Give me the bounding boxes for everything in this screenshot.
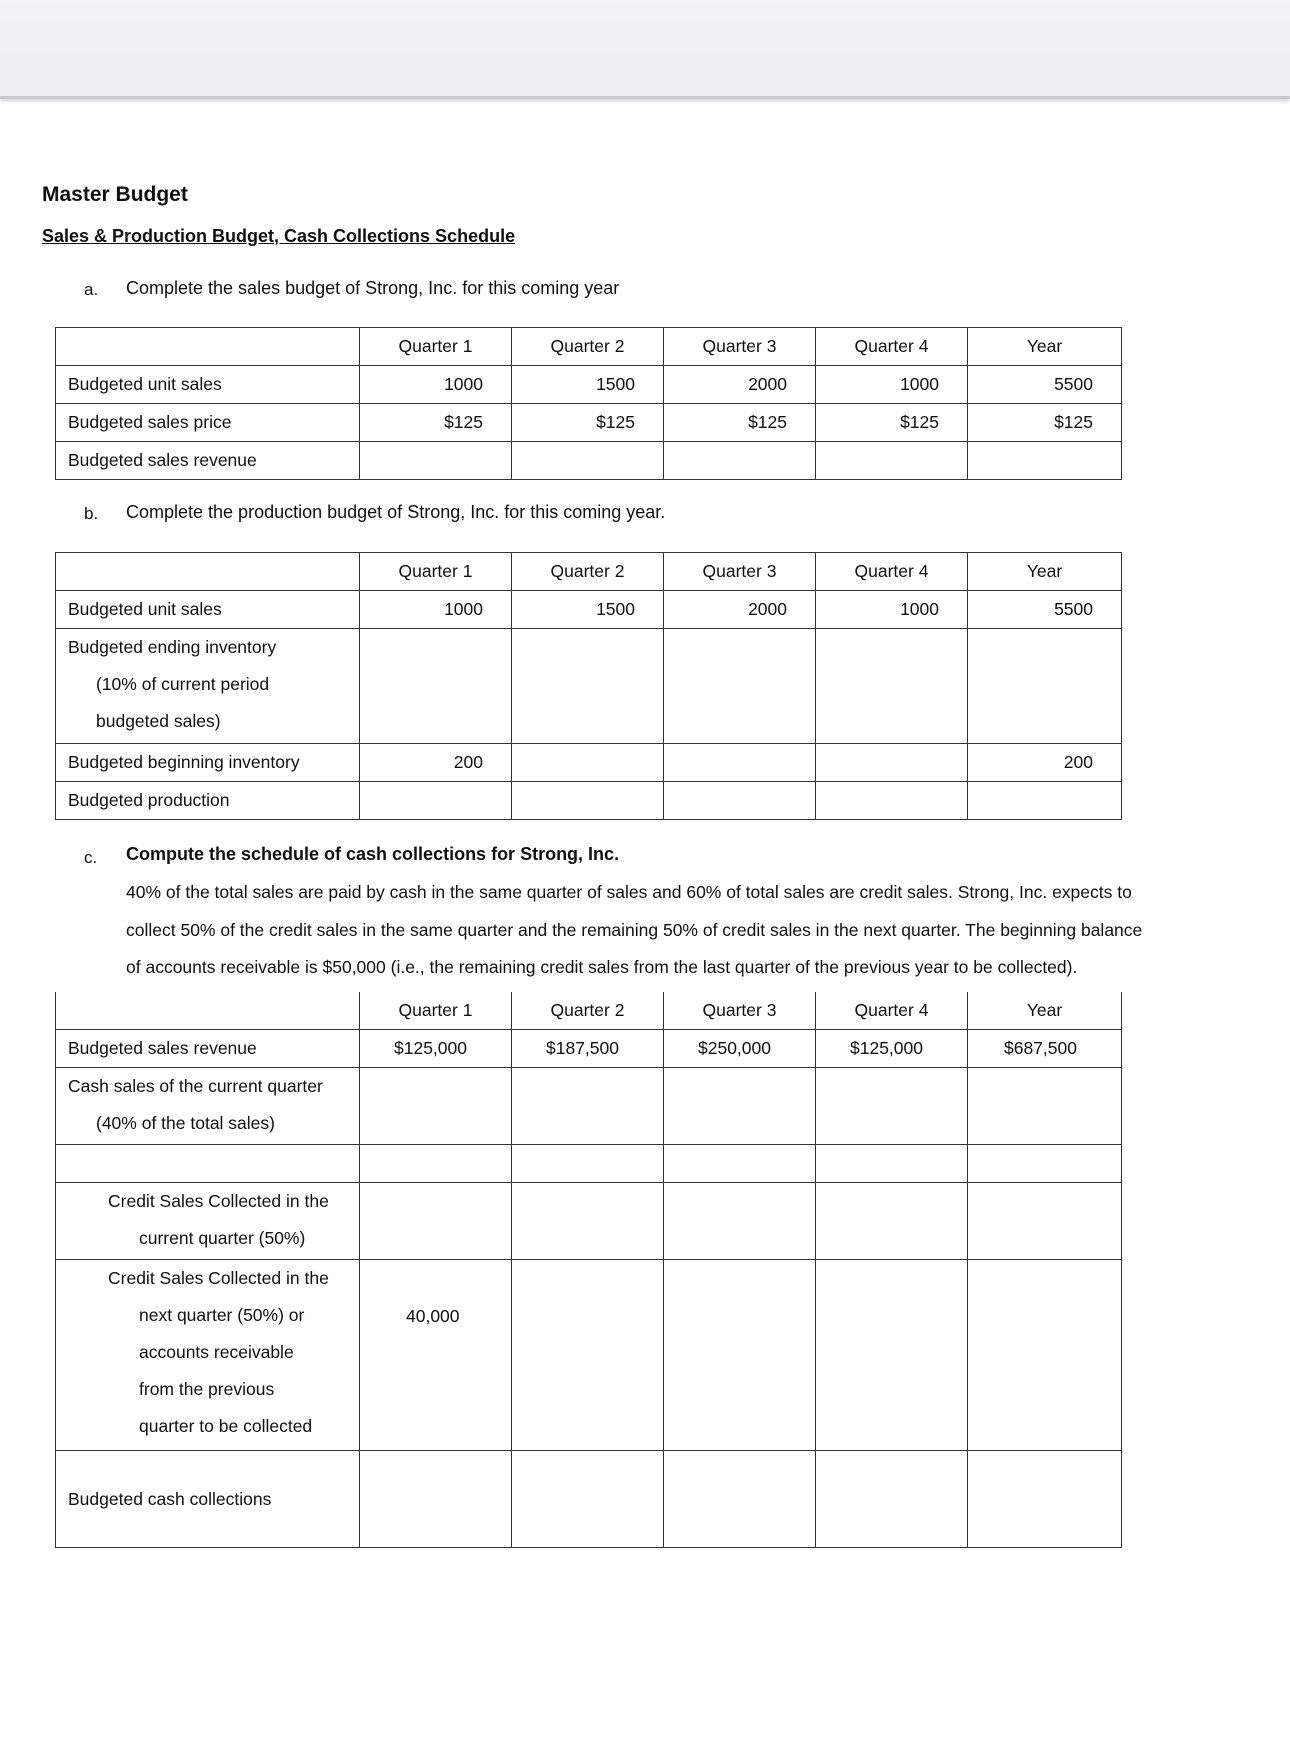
answer-cell[interactable] [968,1145,1122,1183]
cell-value: $125 [968,404,1122,442]
answer-cell[interactable] [512,1260,664,1451]
answer-cell[interactable] [512,1451,664,1548]
answer-cell[interactable] [664,1145,816,1183]
answer-cell[interactable] [360,1183,512,1260]
cell-value: 1000 [360,591,512,629]
row-label-line: quarter to be collected [139,1416,313,1436]
answer-cell[interactable] [816,1068,968,1145]
part-c-paragraph-line: 40% of the total sales are paid by cash in the same quarter of sales and 60% of total sales are credit sales. Strong, Inc. expects to [126,882,1132,902]
row-label [56,1183,360,1260]
answer-cell[interactable] [360,1451,512,1548]
answer-cell[interactable] [664,1260,816,1451]
header-quarter-1: Quarter 1 [360,992,512,1030]
row-label [56,1068,360,1145]
row-label-line: from the previous [139,1379,275,1399]
cell-value: 1000 [360,366,512,404]
table-header-row [56,553,1122,591]
cell-value: $125 [360,404,512,442]
header-quarter-3: Quarter 3 [664,992,816,1030]
cell-value: 2000 [664,591,816,629]
table-row [56,366,1122,404]
header-year: Year [968,553,1122,591]
cell-value: 2000 [664,366,816,404]
answer-cell[interactable] [968,1068,1122,1145]
answer-cell[interactable] [664,782,816,820]
answer-cell[interactable] [968,442,1122,480]
answer-cell[interactable] [816,744,968,782]
answer-cell[interactable] [664,1068,816,1145]
part-b-instruction: Complete the production budget of Strong, Inc. for this coming year. [126,502,666,522]
row-label: Budgeted production [56,782,360,820]
answer-cell[interactable] [968,782,1122,820]
answer-cell[interactable] [664,629,816,744]
row-label-line: Credit Sales Collected in the [108,1268,329,1288]
answer-cell[interactable] [512,629,664,744]
table-row [56,591,1122,629]
sales-budget-table [55,327,1122,480]
answer-cell[interactable] [664,1183,816,1260]
table-row [56,442,1122,480]
answer-cell[interactable] [664,1451,816,1548]
answer-cell[interactable] [664,442,816,480]
cell-value: $125,000 [360,1030,512,1068]
part-c-paragraph-line: collect 50% of the credit sales in the same quarter and the remaining 50% of credit sales in the next quarter. The beginning balance [126,920,1143,940]
answer-cell[interactable] [968,1183,1122,1260]
header-quarter-3: Quarter 3 [664,328,816,366]
row-label-line: Credit Sales Collected in the [108,1191,329,1211]
row-label-line: current quarter (50%) [139,1228,306,1248]
header-quarter-2: Quarter 2 [512,553,664,591]
answer-cell[interactable] [360,629,512,744]
table-row [56,744,1122,782]
answer-cell[interactable] [512,1145,664,1183]
cell-value: $250,000 [664,1030,816,1068]
answer-cell[interactable] [360,1068,512,1145]
header-quarter-2: Quarter 2 [512,328,664,366]
table-row [56,1451,1122,1548]
answer-cell[interactable] [512,442,664,480]
cell-value: 1000 [816,591,968,629]
row-label: Budgeted sales price [56,404,360,442]
header-quarter-1: Quarter 1 [360,328,512,366]
row-label: Budgeted unit sales [56,366,360,404]
part-c-paragraph-line: of accounts receivable is $50,000 (i.e., the remaining credit sales from the last quarter of the previous year to be collected). [126,957,1078,977]
header-quarter-2: Quarter 2 [512,992,664,1030]
table-header-row [56,328,1122,366]
table-row [56,782,1122,820]
document-subtitle: Sales & Production Budget, Cash Collections Schedule [42,226,516,246]
viewer-top-bar [0,0,1290,99]
table-row [56,1030,1122,1068]
answer-cell[interactable] [816,1145,968,1183]
answer-cell[interactable] [968,1451,1122,1548]
answer-cell[interactable] [512,744,664,782]
header-quarter-4: Quarter 4 [816,328,968,366]
table-row [56,1183,1122,1260]
header-quarter-1: Quarter 1 [360,553,512,591]
cell-value: $687,500 [968,1030,1122,1068]
cell-value [360,1260,512,1451]
header-quarter-4: Quarter 4 [816,992,968,1030]
cell-value: $125,000 [816,1030,968,1068]
part-c-letter: c. [84,848,98,867]
table-row [56,1145,1122,1183]
header-blank-cell [56,328,360,366]
cell-value-text: 40,000 [406,1306,460,1326]
cell-value: 200 [360,744,512,782]
row-label: Budgeted cash collections [56,1451,360,1548]
table-header-row [56,992,1122,1030]
cell-value: $125 [664,404,816,442]
answer-cell[interactable] [968,629,1122,744]
answer-cell[interactable] [816,782,968,820]
header-year: Year [968,992,1122,1030]
row-label [56,629,360,744]
cell-value: 200 [968,744,1122,782]
cell-value: 1000 [816,366,968,404]
row-label-line: budgeted sales) [96,711,221,731]
row-label [56,1260,360,1451]
cell-value: 5500 [968,591,1122,629]
answer-cell[interactable] [968,1260,1122,1451]
row-label-line: Budgeted ending inventory [68,637,277,657]
row-label: Budgeted sales revenue [56,442,360,480]
answer-cell[interactable] [360,782,512,820]
table-row [56,404,1122,442]
row-label-line: accounts receivable [139,1342,294,1362]
part-c-instruction: Compute the schedule of cash collections for Strong, Inc. [126,844,620,864]
document-title: Master Budget [42,183,188,206]
cell-value: $187,500 [512,1030,664,1068]
cell-value: $125 [816,404,968,442]
table-row [56,1068,1122,1145]
answer-cell[interactable] [512,1183,664,1260]
table-row [56,1260,1122,1451]
cash-collections-table [55,992,1122,1548]
row-label-line: (40% of the total sales) [96,1113,275,1133]
answer-cell[interactable] [816,1183,968,1260]
row-label: Budgeted sales revenue [56,1030,360,1068]
cell-value: $125 [512,404,664,442]
answer-cell[interactable] [512,1068,664,1145]
answer-cell[interactable] [816,629,968,744]
answer-cell[interactable] [816,1451,968,1548]
row-label-line: next quarter (50%) or [139,1305,305,1325]
answer-cell[interactable] [360,1145,512,1183]
production-budget-table [55,552,1122,820]
row-label: Budgeted unit sales [56,591,360,629]
answer-cell[interactable] [664,744,816,782]
answer-cell[interactable] [816,1260,968,1451]
answer-cell[interactable] [816,442,968,480]
header-blank-cell [56,553,360,591]
header-blank-cell [56,992,360,1030]
table-row [56,629,1122,744]
header-year: Year [968,328,1122,366]
cell-value: 1500 [512,591,664,629]
part-a-instruction: Complete the sales budget of Strong, Inc. for this coming year [126,278,620,298]
row-label: Budgeted beginning inventory [56,744,360,782]
header-quarter-4: Quarter 4 [816,553,968,591]
cell-value: 1500 [512,366,664,404]
row-label-line: Cash sales of the current quarter [68,1076,323,1096]
blank-cell [56,1145,360,1183]
part-a-letter: a. [84,280,99,299]
part-b-letter: b. [84,504,99,523]
answer-cell[interactable] [360,442,512,480]
cell-value: 5500 [968,366,1122,404]
header-quarter-3: Quarter 3 [664,553,816,591]
answer-cell[interactable] [512,782,664,820]
row-label-line: (10% of current period [96,674,270,694]
